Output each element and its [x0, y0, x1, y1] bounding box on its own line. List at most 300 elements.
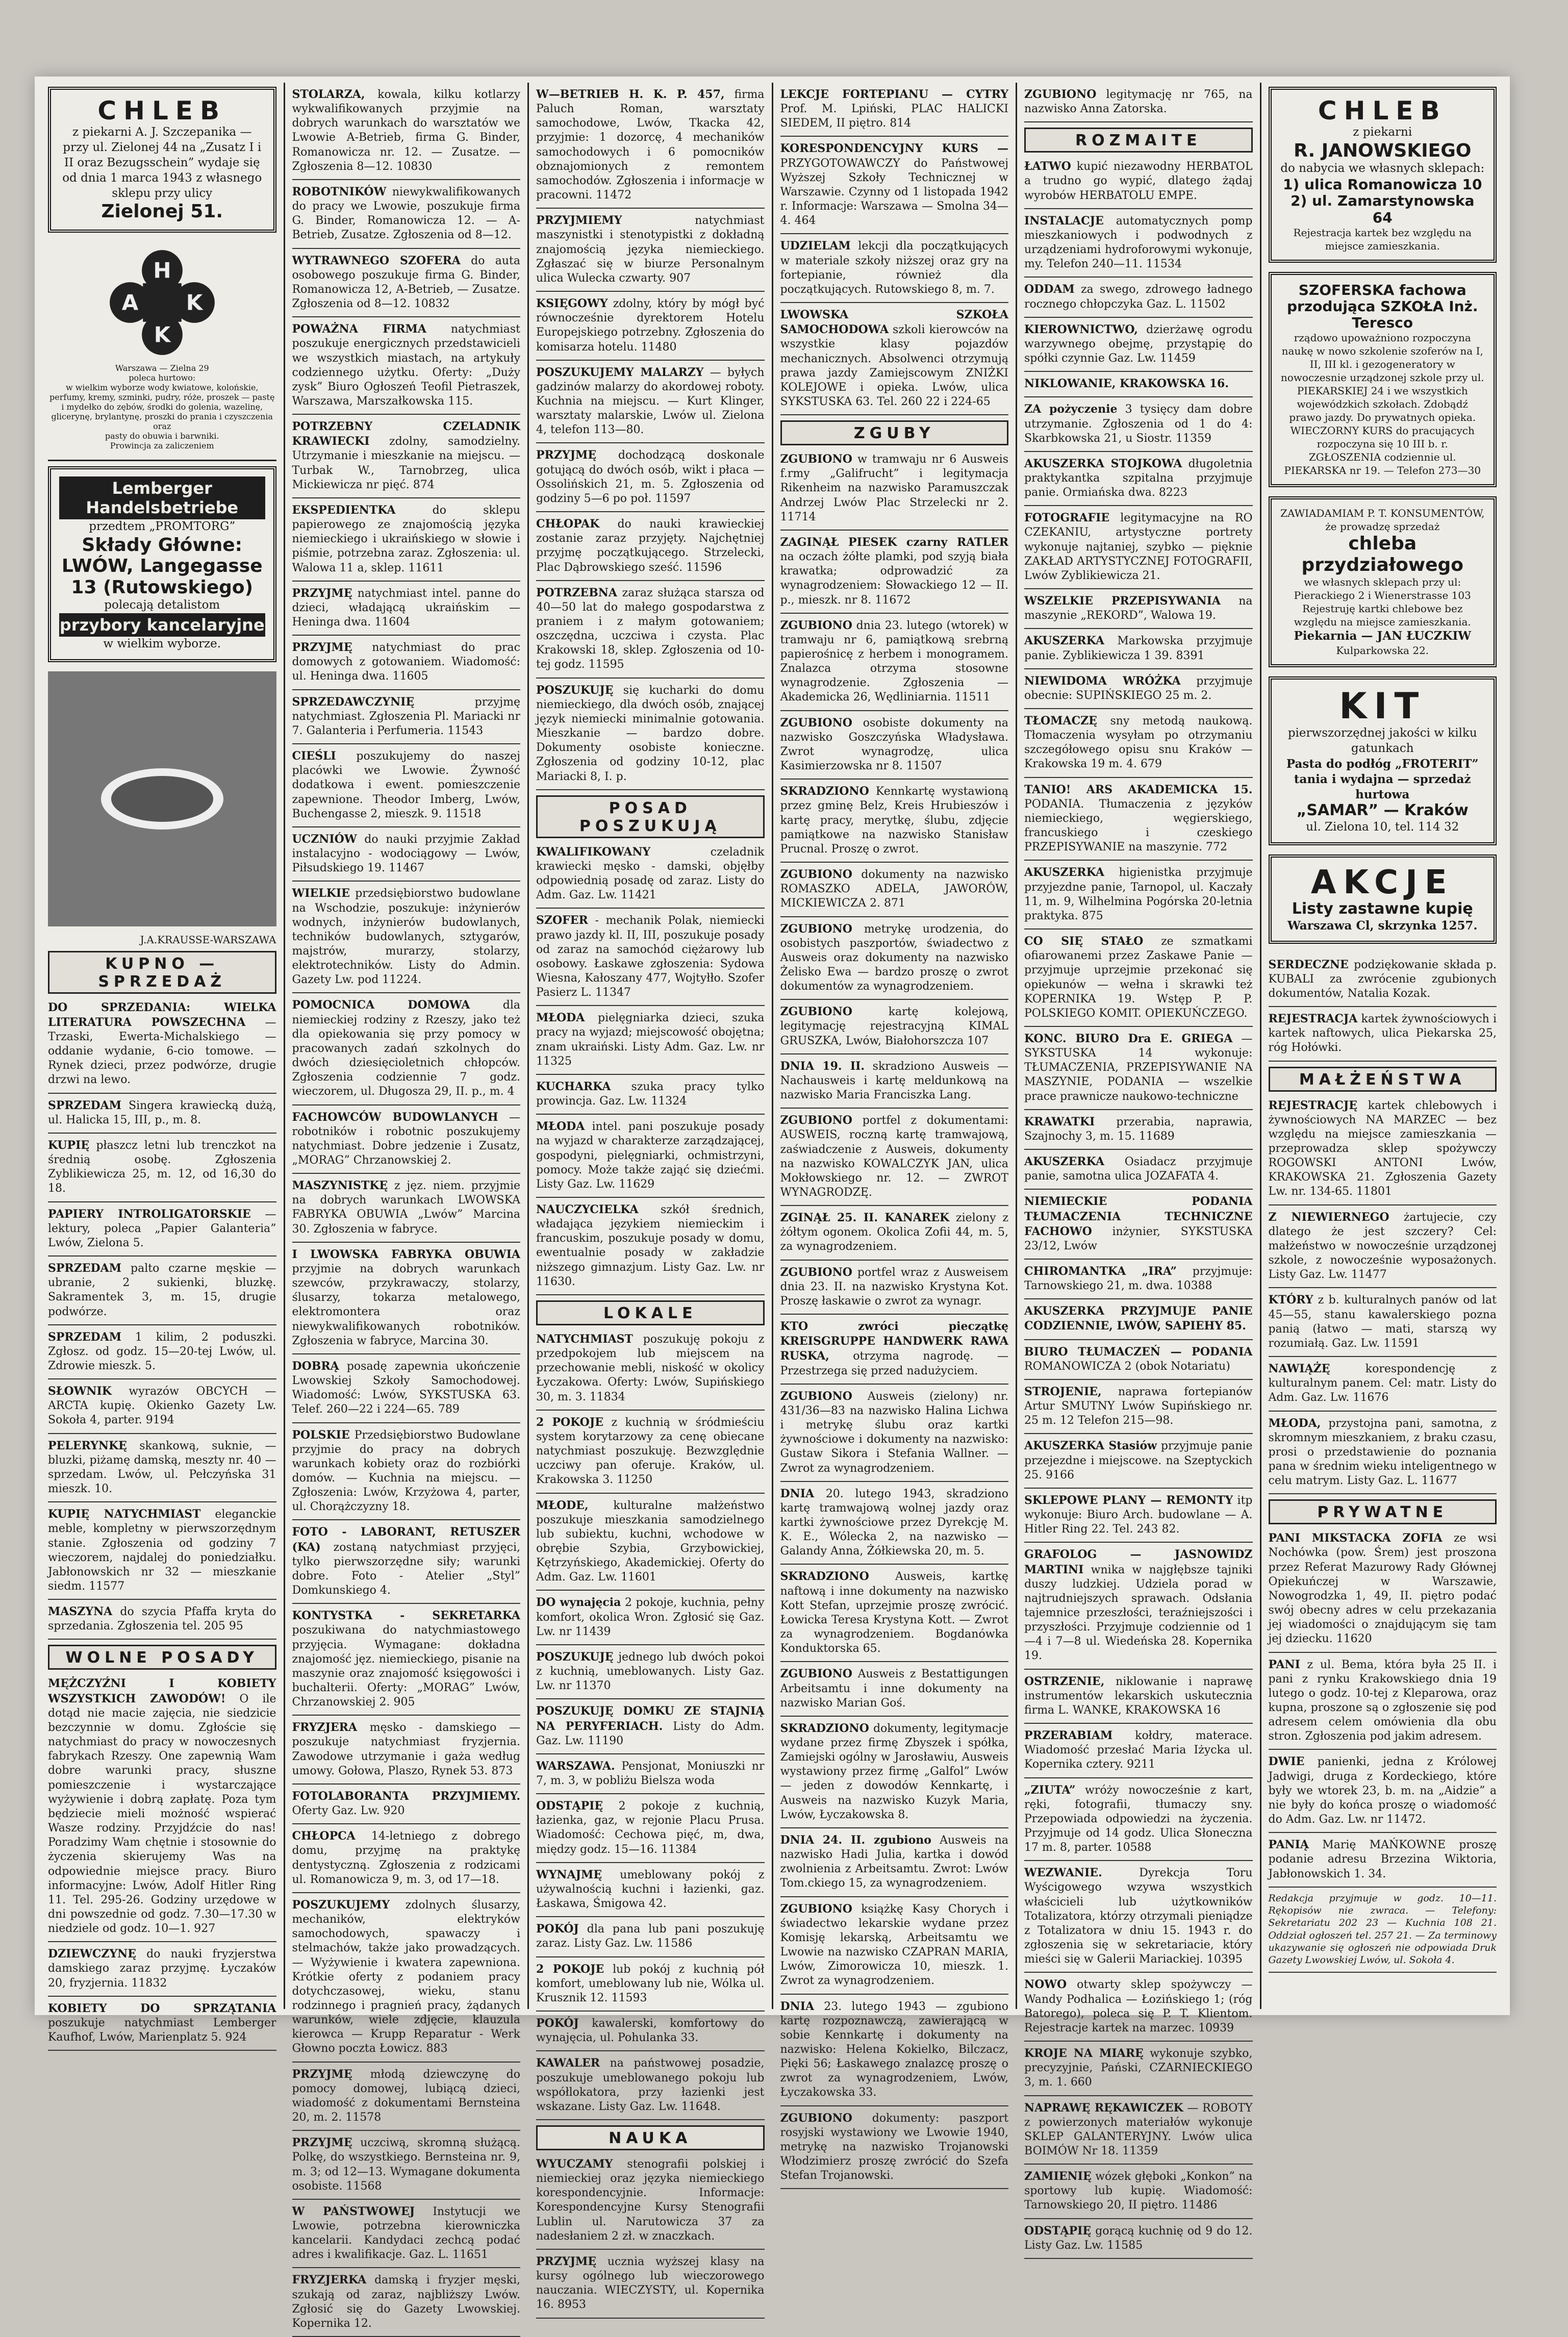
ad-lead: AKUSZERKA Stasiów — [1024, 1439, 1157, 1453]
ad-text: czeladnik krawiecki męsko - damski, objęłby odpowiednią posadę od zaraz. Listy do Adm. Gaz. Lw. 11421 — [536, 845, 765, 902]
ad-text: przyjmę natychmiast. Zgłoszenia Pl. Mariacki nr 7. Galanteria i Perfumeria. 11543 — [292, 695, 520, 737]
ad-lead: ODSTĄPIĘ — [536, 1799, 603, 1813]
classified-ad — [780, 1717, 1009, 1828]
ad-lead: NAUCZYCIELKA — [536, 1203, 639, 1216]
ad-text: poszukuję pokoju z przedpokojem lub miejscem na przechowanie mebli, niskość w okolicy Łyczakowa. Oferty: Lwów, Supińskiego 30, m. 3. 11834 — [536, 1333, 765, 1403]
ad-lead: SKLEPOWE PLANY — REMONTY — [1024, 1493, 1233, 1507]
ad-lead: AKUSZERKA — [1024, 634, 1104, 648]
ad-text: Kennkartę wystawioną przez gminę Belz, Kreis Hrubieszów i kartę pracy, merytkę, ślubu, zdjęcie pamiątkowe na nazwisko Stanisław Prucnal. Proszę o zwrot. — [780, 785, 1008, 856]
classified-ad — [292, 1354, 521, 1423]
classified-ad — [48, 1502, 276, 1600]
ad-lead: ZGUBIONO — [780, 716, 852, 730]
ad-lead: KAWALER — [536, 2056, 600, 2070]
newspaper-page — [35, 77, 1510, 2330]
classified-ad — [1024, 1299, 1253, 1340]
ad-lead: ZGUBIONO — [780, 1265, 852, 1279]
classified-ad — [780, 2106, 1009, 2190]
chleb-szczepanik-ad — [48, 87, 276, 233]
ad-lead: OSTRZENIE, — [1024, 1674, 1105, 1688]
ad-text: zdolnych ślusarzy, mechaników, elektryków samochodowych, spawaczy i stelmachów, także jako prowadzących. — Wyżywienie i kwatera zapewniona. Krótkie oferty z podaniem pracy dotychczasowej, wieku, stanu rodzinnego i pragnień pracy, żądanych warunków, wiele zdjęcie, klauzula kierowca — Krupp Reparatur - Werk Głowno poczta Łowicz. 883 — [292, 1898, 520, 2055]
szoferska-ad — [1269, 272, 1497, 488]
ad-lead: ZAGINĄŁ PIESEK czarny RATLER — [780, 535, 1008, 549]
classified-ad — [1024, 1489, 1253, 1543]
ad-text: Pensjonat, Moniuszki nr 7, m. 3, w pobliżu Bielsza woda — [536, 1760, 765, 1787]
ad-text: Marię MAŃKOWNE proszę podanie adresu Brzezina Wiktoria, Jabłonowskich 1. 34. — [1268, 1839, 1497, 1880]
classified-ad — [1024, 1670, 1253, 1724]
classified-ad — [780, 1385, 1009, 1482]
section-wolne-posady: WOLNE POSADY — [48, 1645, 276, 1670]
ad-lead: NIEMIECKIE PODANIA TŁUMACZENIA TECHNICZNE FACHOWO — [1024, 1195, 1253, 1238]
ad-text: — Trzaski, Ewerta-Michalskiego — oddanie wydanie, 6-cio tomowe. — Rynek dzieci, przez podwórze, drugie drzwi na lewo. — [48, 1016, 276, 1087]
luczkiw-street: Kulparkowska 22. — [1336, 644, 1429, 657]
ad-text: młodą dziewczynę do pomocy domowej, lubiącą dzieci, wiadomość z dokumentami Bernsteina 20, m. 2. 11578 — [292, 2068, 520, 2124]
ad-lead: CIEŚLI — [292, 749, 336, 763]
classified-ad — [536, 1494, 765, 1591]
ad-text: szkół średnich, władająca językiem niemieckim i francuskim, poszukuje posady w domu, ewentualnie posady w zakładzie niższego gimnazjum. Listy Gaz. Lw. nr 11630. — [536, 1203, 765, 1288]
ad-lead: ZGUBIONO — [780, 868, 852, 882]
classified-ad — [780, 1315, 1009, 1385]
classified-ad — [1024, 1724, 1253, 1778]
ad-lead: WYTRAWNEGO SZOFERA — [292, 254, 461, 267]
ad-lead: CHIROMANTKA „IRA” — [1024, 1265, 1177, 1278]
ad-text: umeblowany pokój z używalnością kuchni i łazienki, gaz. Łaskawa, Śmigowa 42. — [536, 1868, 765, 1911]
classified-ad — [292, 317, 521, 415]
classified-ad — [536, 2250, 765, 2319]
ad-lead: PRZYJMĘ — [536, 2254, 597, 2268]
ad-text: uczciwą, skromną służącą. Polkę, do wszystkiego. Bernsteina nr. 9, m. 3; od 12—13. Wymagane dokumenta osobiste. 11568 — [292, 2137, 520, 2193]
classified-ad — [1024, 629, 1253, 669]
ad-text: przystojna pani, samotna, z skromnym mieszkaniem, z braku czasu, prosi o przedstawienie do poznania pana w średnim wieku inteligentnego w celu matrym. Listy Gaz. L. 11677 — [1268, 1417, 1497, 1488]
ad-lead: ZGUBIONO — [780, 1389, 852, 1403]
classified-ad — [536, 209, 765, 292]
okol-ad-image — [48, 671, 276, 926]
classified-ad — [1024, 589, 1253, 629]
classified-ad — [780, 1054, 1009, 1109]
ad-text: ROMANOWICZA 2 (obok Notariatu) — [1024, 1360, 1230, 1373]
classified-ad — [292, 415, 521, 498]
wolne-posady-ads — [48, 1672, 276, 2051]
janowski-name: R. JANOWSKIEGO — [1294, 140, 1472, 161]
promtorg-ad — [48, 466, 276, 662]
ad-lead: REJESTRACJĘ — [1268, 1098, 1358, 1112]
classified-ad — [1024, 209, 1253, 278]
classified-ad — [780, 137, 1009, 234]
ad-text: płaszcz letni lub trenczkot na średnią osobę. Zgłoszenia Zyblikiewicza 25, m. 12, od 16,30 do 18. — [48, 1139, 276, 1195]
classified-ad — [292, 1893, 521, 2063]
ad-text: dla pana lub pani poszukuję zaraz. Listy Gaz. Lw. 11586 — [536, 1923, 765, 1950]
classified-ad — [48, 996, 276, 1094]
classified-ad — [1269, 1412, 1497, 1495]
classified-ad — [292, 2200, 521, 2269]
classified-ad — [780, 531, 1009, 614]
classified-ad — [536, 1863, 765, 1917]
ad-text: z b. kulturalnych panów od lat 45—55, stanu kawalerskiego pozna panią (łatwo — mati, starszą wy rozumiałą. Gaz. Lw. 11591 — [1268, 1294, 1497, 1350]
ad-text: osobiste dokumenty na nazwisko Goszczyńska Władysława. Zwrot wynagrodzę, ulica Kasimierzowska nr 8. 11507 — [780, 716, 1008, 773]
column-6-ads — [1269, 953, 1497, 1888]
section-header: LOKALE — [536, 1300, 765, 1325]
ad-lead: DWIE — [1268, 1755, 1305, 1769]
ad-lead: POTRZEBNY CZELADNIK KRAWIECKI — [292, 420, 520, 448]
ad-lead: GRAFOLOG — JASNOWIDZ MARTINI — [1024, 1548, 1253, 1576]
classified-ad — [1024, 1380, 1253, 1434]
classified-ad — [536, 292, 765, 361]
ad-text: PODANIA. Tłumaczenia z języków niemieckiego, węgierskiego, francuskiego i czeskiego PRZEPISYWANIE na maszynie. 772 — [1024, 797, 1253, 854]
ad-text: do nauki krawieckiej zostanie zaraz przyjęty. Najchętniej przyjmę początkującego. Strzelecki, Plac Dąbrowskiego sześć. 11596 — [536, 518, 765, 574]
ad-text: zaraz służąca starsza od 40—50 lat do małego gospodarstwa z praniem i z małym gotowaniem; oszczędna, uczciwa i czysta. Plac Krakowski 18, sklep. Zgłoszenia od 10-tej godz. 11595 — [536, 586, 765, 671]
ad-text: wyrazów OBCYCH — ARCTA kupię. Okienko Gazety Lw. Sokoła 4, parter. 9194 — [48, 1385, 276, 1427]
ad-lead: EKSPEDIENTKA — [292, 503, 396, 517]
classified-ad — [48, 1942, 276, 1996]
ad-lead: PANIĄ — [1268, 1838, 1309, 1852]
ad-text: sny metodą naukową. Tłomaczenia wysyłam po otrzymaniu szczegółowego opisu snu Kraków — Krakowska 19 m. 4. 679 — [1024, 715, 1253, 771]
classified-ad — [48, 1997, 276, 2051]
classified-ad — [48, 1434, 276, 1503]
akcje-ad — [1269, 855, 1497, 944]
ad-text: przyjmie na dobrych warunkach szewców, przykrawaczy, stolarzy, ślusarzy, tokarza metalowego, elektromontera oraz niewykwalifikowanych robotników. Zgłoszenia w fabryce, Marcina 30. — [292, 1262, 520, 1347]
classified-ad — [1024, 1778, 1253, 1862]
classified-ad — [536, 2152, 765, 2250]
classified-ad — [292, 1174, 521, 1243]
ad-text: z kuchnią w śródmieściu system korytarzowy za cenę obiecane natychmiast poszukuję. Bezwzględnie uczciwy pan oferuje. Kraków, ul. Krakowska 3. 11250 — [536, 1416, 765, 1487]
ad-lead: I LWOWSKA FABRYKA OBUWIA — [292, 1247, 520, 1261]
classified-ad — [1024, 318, 1253, 372]
ad-lead: SKRADZIONO — [780, 1721, 869, 1735]
section-header: NAUKA — [536, 2125, 765, 2150]
kit-sub: pierwszorzędnej jakości w kilku gatunkach — [1287, 726, 1477, 755]
classified-ad — [536, 1645, 765, 1699]
ad-lead: FRYZJERKA — [292, 2273, 367, 2287]
ad-lead: KROJE NA MIARĘ — [1024, 2047, 1144, 2060]
ad-lead: PRZYJMĘ — [536, 448, 597, 462]
kit-title: KIT — [1339, 685, 1426, 727]
ad-text: przyjmuje: Tarnowskiego 21, m. dwa. 10388 — [1024, 1265, 1253, 1293]
classified-ad — [48, 1325, 276, 1379]
classified-ad — [1024, 1543, 1253, 1669]
luczkiw-text: ZAWIADAMIAM P. T. KONSUMENTÓW, że prowadzę sprzedaż — [1280, 507, 1485, 533]
classified-ad — [292, 827, 521, 882]
ad-text: z jęz. niem. przyjmie na dobrych warunkach LWOWSKA FABRYKA OBUWIA „Lwów” Marcina 30. Zgłoszenia w fabryce. — [292, 1179, 520, 1236]
classified-ad — [1269, 953, 1497, 1007]
ad-text: ze wsi Nochówka (pow. Śrem) jest proszona przez Referat Mazurowy Rady Głównej Opiekuńczej w Warszawie, Nowogrodzka 1, 49, II. piętro podać swój obecny adres w celu przekazania jej wiadomości o znajdującym się tam jej dziecku. 11620 — [1268, 1532, 1497, 1646]
classified-ad — [780, 780, 1009, 863]
section-header: ZGUBY — [780, 420, 1009, 445]
classified-ad — [780, 1000, 1009, 1054]
kit-brand: „SAMAR” — Kraków — [1296, 801, 1469, 820]
classified-ad — [1024, 669, 1253, 709]
chleb-title: CHLEB — [97, 96, 227, 125]
ad-lead: DNIA 19. II. — [780, 1059, 865, 1073]
ad-lead: POSZUKUJEMY MALARZY — [536, 365, 704, 379]
ad-text: firma Paluch Roman, warsztaty samochodowe, Lwów, Tkacka 42, przyjmie: 1 dozorcę, 4 mechaników samochodowych i 6 pomocników obznajomionych z remontem samochodów. Zgłoszenia i informacje w pracowni. 11472 — [536, 88, 765, 202]
classified-ad — [292, 2063, 521, 2131]
ad-lead: SKRADZIONO — [780, 785, 869, 798]
ad-lead: WARSZAWA. — [536, 1759, 615, 1773]
ad-lead: POWAŻNA FIRMA — [292, 322, 426, 336]
classified-ad — [1269, 1094, 1497, 1205]
ad-text: gorącą kuchnię od 9 do 12. Listy Gaz. Lw. 11585 — [1024, 2224, 1253, 2252]
ad-text: — lektury, poleca „Papier Galanteria” Lwów, Zielona 5. — [48, 1208, 276, 1249]
ad-text: przyjmuje panie przejezdne i miejscowe. na Szeptyckich 25. 9166 — [1024, 1440, 1253, 1481]
ad-lead: WIELKIE — [292, 887, 350, 900]
classified-ad — [536, 679, 765, 790]
ad-text: panienki, jedna z Królowej Jadwigi, druga z Kordeckiego, które były we wtorek 23, b. m. na „Aidzie” a nie były do końca proszę o wiadomość do Adm. Gaz. Lw. nr 11472. — [1268, 1755, 1497, 1826]
ad-lead: SZOFER — [536, 914, 588, 927]
ad-text: dochodzącą doskonale gotującą do dwóch osób, wikt i płaca — Ossolińskich 21, m. 5. Zgłoszenia od godziny 5—6 po poł. 11597 — [536, 449, 765, 505]
ad-text: Ausweis na nazwisko Hadi Julia, kartka i dowód zwolnienia z Arbeitsamtu. Zwrot: Lwów Tom.ckiego 15, za wynagrodzeniem. — [780, 1833, 1009, 1890]
okol-footer: J.A.KRAUSSE-WARSZAWA — [140, 933, 276, 946]
classified-ad — [1024, 2096, 1253, 2165]
classified-ad — [780, 234, 1009, 303]
ad-lead: ZGUBIONO — [780, 1114, 852, 1127]
ad-text: — SYKSTUSKA 14 wykonuje: TŁUMACZENIA, PRZEPISYWANIE NA MASZYNIE, PODANIA — wszelkie prace prawnicze naukowo-techniczne — [1024, 1032, 1253, 1103]
ad-lead: NAPRAWĘ RĘKAWICZEK — [1024, 2101, 1183, 2115]
janowski-footer: Rejestracja kartek bez względu na miejsce zamieszkania. — [1293, 226, 1472, 252]
ad-lead: AKUSZERKA STOJKOWA — [1024, 457, 1182, 470]
luczkiw-text-2: we własnych sklepach przy ul: Pierackiego 2 i Wienerstrasse 103 — [1294, 576, 1471, 602]
ad-lead: ODSTĄPIĘ — [1024, 2224, 1092, 2238]
ad-text: Instytucji we Lwowie, potrzebna kierowniczka kancelarii. Kandydaci zechcą podać adres i kwalifikacje. Gaz. L. 11651 — [292, 2205, 520, 2261]
ad-text: PRZYGOTOWAWCZY do Państwowej Wyższej Szkoły Technicznej w Warszawie. Czynny od 1 listopada 1942 r. Informacje: Warszawa — Smolna 34—4. 464 — [780, 157, 1008, 228]
ad-text: higienistka przyjmuje przyjezdne panie, Tarnopol, ul. Kaczały 11, m. 9, Wilhelmina Pogórska 20-letnia praktyka. 875 — [1024, 866, 1253, 922]
ad-text: otrzyma nagrodę. — Przestrzega się przed nadużyciem. — [780, 1350, 1008, 1377]
luczkiw-text-3: Rejestruję kartki chlebowe bez względu na miejsce zamieszkania. — [1294, 602, 1471, 629]
classified-ad — [536, 443, 765, 512]
kit-ad — [1269, 676, 1497, 845]
ad-lead: REJESTRACJA — [1268, 1012, 1358, 1026]
ad-lead: INSTALACJE — [1024, 214, 1104, 228]
classified-ad — [48, 1257, 276, 1325]
ad-text: kołdry, materace. Wiadomość przesłać Maria Iżycka ul. Kopernika cztery. 9211 — [1024, 1729, 1253, 1771]
classified-ad — [48, 1600, 276, 1640]
ad-lead: PRZYJMIEMY — [536, 214, 622, 228]
classified-ad — [1024, 929, 1253, 1027]
ad-lead: WYUCZAMY — [536, 2157, 613, 2171]
classified-ad — [1024, 1861, 1253, 1973]
promtorg-title: Lemberger Handelsbetriebe — [59, 476, 265, 519]
classified-ad — [1269, 1653, 1497, 1750]
ad-lead: ZGUBIONO — [1024, 88, 1097, 101]
classified-ad — [780, 1662, 1009, 1716]
ad-text: korespondencję z kulturalnym panem. Cel: matr. Listy do Adm. Gaz. Lw. 11676 — [1268, 1363, 1497, 1404]
ad-text: eleganckie meble, kompletny w pierwszorzędnym stanie. Zgłoszenia od godziny 7 wieczorem, najdalej do poniedziałku. Jabłonowskich nr 32 — mieszkanie siedm. 11577 — [48, 1508, 276, 1593]
ad-text: za swego, zdrowego ładnego rocznego chłopczyka Gaz. L. 11502 — [1024, 283, 1253, 311]
ad-lead: DO wynajęcia — [536, 1596, 621, 1610]
classified-ad — [1024, 1110, 1253, 1150]
classified-ad — [536, 361, 765, 444]
ad-lead: KUCHARKA — [536, 1079, 611, 1093]
ad-text: portfel z dokumentami: AUSWEIS, roczną kartę tramwajową, zaświadczenie z Ausweis, dokumenty na nazwisko KOWALCZYK JAN, ulica Mokłowskiego nr. 12. — ZWROT WYNAGRODZĘ. — [780, 1114, 1008, 1199]
ad-lead: ZA pożyczenie — [1024, 403, 1118, 416]
ad-text: dzierżawę ogrodu warzywnego obejmę, przystąpię do spółki czynnie Gaz. Lw. 11459 — [1024, 323, 1253, 365]
classified-ad — [1024, 2165, 1253, 2219]
classified-ad — [536, 512, 765, 581]
classified-ad — [292, 2131, 521, 2200]
classified-ad — [292, 2268, 521, 2337]
classified-ad — [1269, 1288, 1497, 1357]
classified-ad — [1024, 1190, 1253, 1260]
ad-text: intel. pani poszukuje posady na wyjazd w charakterze zarządzającej, gospodyni, pielęgniarki, ochmistrzyni, pomocy. Może także zająć się dziećmi. Listy Gaz. Lw. 11629 — [536, 1120, 765, 1191]
ad-lead: SPRZEDAM — [48, 1330, 122, 1344]
section-header: PRYWATNE — [1269, 1499, 1497, 1524]
ad-lead: TANIO! ARS AKADEMICKA 15. — [1024, 783, 1253, 796]
ad-text: dla niemieckiej rodziny z Rzeszy, jako też dla opiekowania się przy pomocy w pracowanych zadań szkolnych do dwóch dziesięcioletnich chłopców. Zgłoszenia codziennie 7 godz. wieczorem, ul. Długosza 29, II. p., m. 4 — [292, 999, 520, 1098]
classified-ad — [1024, 155, 1253, 209]
ad-text: męsko - damskiego — poszukuje natychmiast fryzjernia. Zawodowe utrzymanie i gaża według umowy. Gołowa, Plaszo, Rynek 53. 873 — [292, 1721, 520, 1777]
ad-lead: KTÓRY — [1268, 1293, 1313, 1307]
classified-ad — [48, 1672, 276, 1942]
ad-lead: 2 POKOJE — [536, 1415, 604, 1429]
classified-ad — [536, 1917, 765, 1957]
classified-ad — [1024, 1260, 1253, 1299]
ad-lead: KWALIFIKOWANY — [536, 845, 651, 859]
ad-text: — ROBOTY z powierzonych materiałów wykonuje SKLEP GALANTERYJNY. Lwów ulica BOIMÓW Nr 18. 11359 — [1024, 2101, 1253, 2157]
ad-lead: „ZIUTA” — [1024, 1783, 1076, 1797]
classified-ad — [780, 83, 1009, 137]
ad-text: palto czarne męskie — ubranie, 2 sukienki, bluzkę. Sakramentek 3, m. 15, drugie podwórze. — [48, 1262, 276, 1318]
redakcja-note: Redakcja przyjmuje w godz. 10—11. Rękopisów nie zwraca. — Telefony: Sekretariatu 202 23 — Kuchnia 108 21. Oddział ogłoszeń tel. 257 21. — Za terminowy ukazywanie się ogłoszeń nie odpowiada Druk Gazety Lwowskiej Lwów, ul. Sokoła 4. — [1269, 1888, 1497, 1973]
ad-lead: LWOWSKA SZKOŁA SAMOCHODOWA — [780, 308, 1008, 337]
classified-ad — [1024, 506, 1253, 589]
classified-ad — [1024, 1434, 1253, 1488]
ad-lead: SPRZEDAM — [48, 1098, 122, 1112]
section-header: MAŁŻEŃSTWA — [1269, 1067, 1497, 1092]
ad-text: - mechanik Polak, niemiecki prawo jazdy kl. II, III, poszukuje posady od zaraz na samochód ciężarowy lub osobowy. Łaskawe zgłoszenia: Sydowa Wiesna, Kałoszany 477, Wojtyłło. Szofer Pasierz L. 11347 — [536, 914, 765, 999]
ad-text: dokumenty na nazwisko ROMASZKO ADELA, JAWORÓW, MICKIEWICZA 2. 871 — [780, 868, 1009, 910]
classified-ad — [292, 498, 521, 582]
ad-lead: NATYCHMIAST — [536, 1332, 633, 1346]
classified-ad — [1024, 1340, 1253, 1380]
classified-ad — [780, 1482, 1009, 1565]
classified-ad — [1024, 2219, 1253, 2259]
ad-lead: KUPIĘ — [48, 1138, 90, 1152]
ad-text: poszukuje natychmiast Lemberger Kaufhof, Lwów, Marienplatz 5. 924 — [48, 2016, 276, 2044]
ad-lead: MŁODE, — [536, 1498, 589, 1512]
classified-ad — [536, 840, 765, 909]
ad-lead: ZGUBIONO — [780, 453, 852, 466]
ad-lead: AKUSZERKA PRZYJMUJE PANIE CODZIENNIE, LWÓW, SAPIEHY 85. — [1024, 1304, 1253, 1333]
ad-lead: POKÓJ — [536, 1922, 579, 1936]
classified-ad — [1269, 1007, 1497, 1061]
classified-ad — [1024, 1150, 1253, 1190]
ad-lead: ZGUBIONO — [780, 1005, 852, 1019]
classified-ad — [1269, 1833, 1497, 1887]
janowski-shop-2: 2) ul. Zamarstynowska 64 — [1290, 192, 1475, 226]
ad-text: zdolny, który by mógł być równocześnie dyrektorem Hotelu Europejskiego potrzebny. Zgłoszenia do komisarza hotelu. 11480 — [536, 297, 765, 354]
luczkiw-name: Piekarnia — JAN ŁUCZKIW — [1294, 629, 1472, 643]
ad-text: Dyrekcja Toru Wyścigowego wzywa wszystkich właścicieli lub użytkowników Totalizatora, którzy otrzymali pieniądze z Totalizatora w dniu 15. 1943 r. do zgłoszenia się w sekretariacie, który mieści się w Galerii Mariackiej. 10395 — [1024, 1867, 1253, 1966]
column-6 — [1260, 83, 1504, 2009]
classified-ad — [1024, 83, 1253, 122]
ad-lead: KIEROWNICTWO, — [1024, 322, 1138, 336]
classified-ad — [1024, 397, 1253, 451]
janowski-title: CHLEB — [1318, 96, 1447, 125]
classified-ad — [536, 1957, 765, 2012]
ad-lead: SŁOWNIK — [48, 1385, 112, 1398]
ad-text: posadę zapewnia ukończenie Lwowskiej Szkoły Samochodowej. Wiadomość: Lwów, SYKSTUSKA 63. Telef. 260—22 i 224—65. 789 — [292, 1360, 520, 1416]
akcje-title: AKCJE — [1310, 863, 1454, 901]
hak-logo-icon — [109, 249, 216, 356]
janowski-chleb-ad — [1269, 87, 1497, 263]
janowski-from: z piekarni — [1353, 125, 1412, 139]
classified-ad — [780, 1565, 1009, 1662]
promtorg-warehouse: Składy Główne: LWÓW, Langegasse 13 (Rutowskiego) — [61, 534, 263, 598]
ad-lead: SKRADZIONO — [780, 1570, 869, 1584]
ad-lead: PRZYJMĘ — [292, 2136, 352, 2150]
ad-lead: KONTYSTKA - SEKRETARKA — [292, 1609, 520, 1623]
classified-ad — [1024, 372, 1253, 397]
ad-text: — byłych gadzinów malarzy do akordowej roboty. Kuchnia na miejscu. — Kurt Klinger, warsztaty malarskie, Lwów ul. Zielona 4, telefon 113—80. — [536, 366, 765, 437]
ad-lead: PAPIERY INTROLIGATORSKIE — [48, 1207, 251, 1221]
janowski-note: do nabycia we własnych sklepach: — [1280, 162, 1485, 175]
ad-lead: ZAMIENIĘ — [1024, 2170, 1092, 2183]
classified-ad — [48, 1134, 276, 1202]
classified-ad — [292, 1520, 521, 1604]
kit-text: Pasta do podłóg „FROTERIT” tania i wydajna — sprzedaż hurtowa — [1286, 757, 1479, 801]
classified-ad — [1024, 452, 1253, 506]
classified-ad — [1024, 709, 1253, 778]
ad-text: lub pokój z kuchnią pół komfort, umeblowany lub nie, Wólka ul. Krusznik 12. 11593 — [536, 1963, 765, 2004]
ad-text: długoletnia praktykantka szpitalna przyjmuje panie. Ormiańska dwa. 8223 — [1024, 457, 1253, 499]
ad-lead: POSZUKUJĘ — [536, 1650, 614, 1664]
ad-lead: KOBIETY DO SPRZĄTANIA — [48, 2001, 276, 2015]
classified-ad — [292, 636, 521, 690]
classified-ad — [292, 180, 521, 249]
ad-text: do szycia Pfaffa kryta do sprzedania. Zgłoszenia tel. 205 95 — [48, 1605, 276, 1633]
classified-ad — [292, 1824, 521, 1893]
kupno-ads — [48, 996, 276, 1640]
classified-ad — [1024, 1027, 1253, 1110]
ad-text: jednego lub dwóch pokoi z kuchnią, umeblowanych. Listy Gaz. Lw. nr 11370 — [536, 1650, 765, 1693]
classified-ad — [1024, 1973, 1253, 2042]
ad-lead: MŁODA — [536, 1120, 585, 1134]
classified-ad — [536, 1075, 765, 1115]
classified-ad — [536, 1699, 765, 1754]
ad-text: podziękowanie składa p. KUBALI za zwrócenie zgubionych dokumentów, Natalia Kozak. — [1268, 958, 1497, 1000]
ad-text: z ul. Bema, która była 25 II. i pani z rynku Krakowskiego dnia 19 lutego o godz. 10-tej z Kleparowa, oraz kupna, proszone są o zgłoszenie się pod adresem celem omówienia dla obu stron. Zgłoszenia pod jakim adresem. — [1268, 1658, 1497, 1743]
ad-text: Markowska przyjmuje panie. Zyblikiewicza 1 39. 8391 — [1024, 635, 1253, 662]
classified-ad — [536, 1115, 765, 1198]
hak-text: w wielkim wyborze wody kwiatowe, kolońskie, perfumy, kremy, szminki, pudry, róże, proszek — pastę i mydełko do zębów, środki do golenia, wazelinę, glicerynę, brylantynę, proszki do prania i czyszczenia oraz — [49, 382, 275, 431]
ad-text: ze szmatkami ofiarowanemi przez Zaskawe Panie — przyjmuje uprzejmie przekonać się opiekunów — wełna i skrawki też KOPERNIKA 19. Wstęp P. P. POLSKIEGO KOMIT. OPIEKUŃCZEGO. — [1024, 935, 1253, 1020]
ad-lead: ODDAM — [1024, 283, 1075, 296]
ad-text: lekcji dla początkujących w materiale szkoły niższej oraz gry na fortepianie, również dla początkujących. Rutowskiego 8, m. 7. — [780, 240, 1008, 296]
classified-ad — [536, 1591, 765, 1645]
ad-lead: PRZERABIAM — [1024, 1729, 1113, 1743]
luczkiw-ad — [1269, 496, 1497, 667]
ad-text: 1 kilim, 2 poduszki. Zgłosz. od godz. 15—20-tej Lwów, ul. Zdrowie mieszk. 5. — [48, 1330, 276, 1372]
ad-text: wykonuje szybko, precyzyjnie, Pański, CZARNIECKIEGO 3, m. 1. 660 — [1024, 2047, 1253, 2089]
classified-ad — [1269, 1357, 1497, 1411]
akcje-sub: Listy zastawne kupię — [1292, 900, 1473, 918]
ad-text: się kucharki do domu niemieckiego, dla dwóch osób, znającej język niemiecki minimalnie gotowania. Mieszkanie — bardzo dobre. Dokumenty osobiste konieczne. Zgłoszenia od godziny 10-12, plac Mariacki 8, I. p. — [536, 684, 765, 783]
promtorg-subtitle: przedtem „PROMTORG” — [89, 519, 236, 533]
hak-ad — [48, 242, 276, 461]
ad-text: do sklepu papierowego ze znajomością języka niemieckiego i ukraińskiego w słowie i piśmie, potrzebna zaraz. Zgłoszenia: ul. Walowa 11 a, sklep. 11611 — [292, 504, 521, 574]
ad-lead: POLSKIE — [292, 1428, 350, 1442]
ad-text: niklowanie i naprawę instrumentów lekarskich uskutecznia firma L. WANKE, KRAKOWSKA 16 — [1024, 1675, 1253, 1717]
column-5 — [1016, 83, 1260, 2252]
ad-lead: KTO zwróci pieczątkę KREISGRUPPE HANDWERK RAWA RUSKA, — [780, 1320, 1008, 1363]
ad-text: Ausweis (zielony) nr. 431/36—83 na nazwisko Halina Lichwa i metrykę ślubu oraz kartki żywnościowe i dokumenty na nazwisko: Gustaw Sikora i Stefania Wallner. — Zwrot za wynagrodzeniem. — [780, 1390, 1008, 1475]
hak-line: poleca hurtowo: — [129, 372, 196, 383]
ad-lead: PELERYNKĘ — [48, 1439, 127, 1452]
ad-text: wnika w najgłębsze tajniki duszy ludzkiej. Udziela porad w najtrudniejszych sprawach. Odsłania tajemnice przeszłości, teraźniejszości i przyszłości. Przyjmuje codziennie od 1—4 i 7—8 ul. Wiedeńska 28. Kopernika 19. — [1024, 1563, 1253, 1663]
promtorg-offer: polecają detalistom — [104, 598, 220, 612]
ad-text: przerabia, naprawia, Szajnochy 3, m. 15. 11689 — [1024, 1115, 1253, 1143]
ad-lead: KUPIĘ NATYCHMIAST — [48, 1507, 201, 1521]
ad-lead: MŁODA, — [1268, 1416, 1321, 1430]
ad-text: dokumenty, legitymacje wydane przez firmę Zbyszek i spółka, Zamiejski ogólny w Jarosławiu, Ausweis wystawiony przez firmę „Galfol” Lwów — jeden z dowodów Kennkartę, i Ausweis na nazwisko Kuzyk Maria, Lwów, Łyczakowska 8. — [780, 1722, 1008, 1821]
